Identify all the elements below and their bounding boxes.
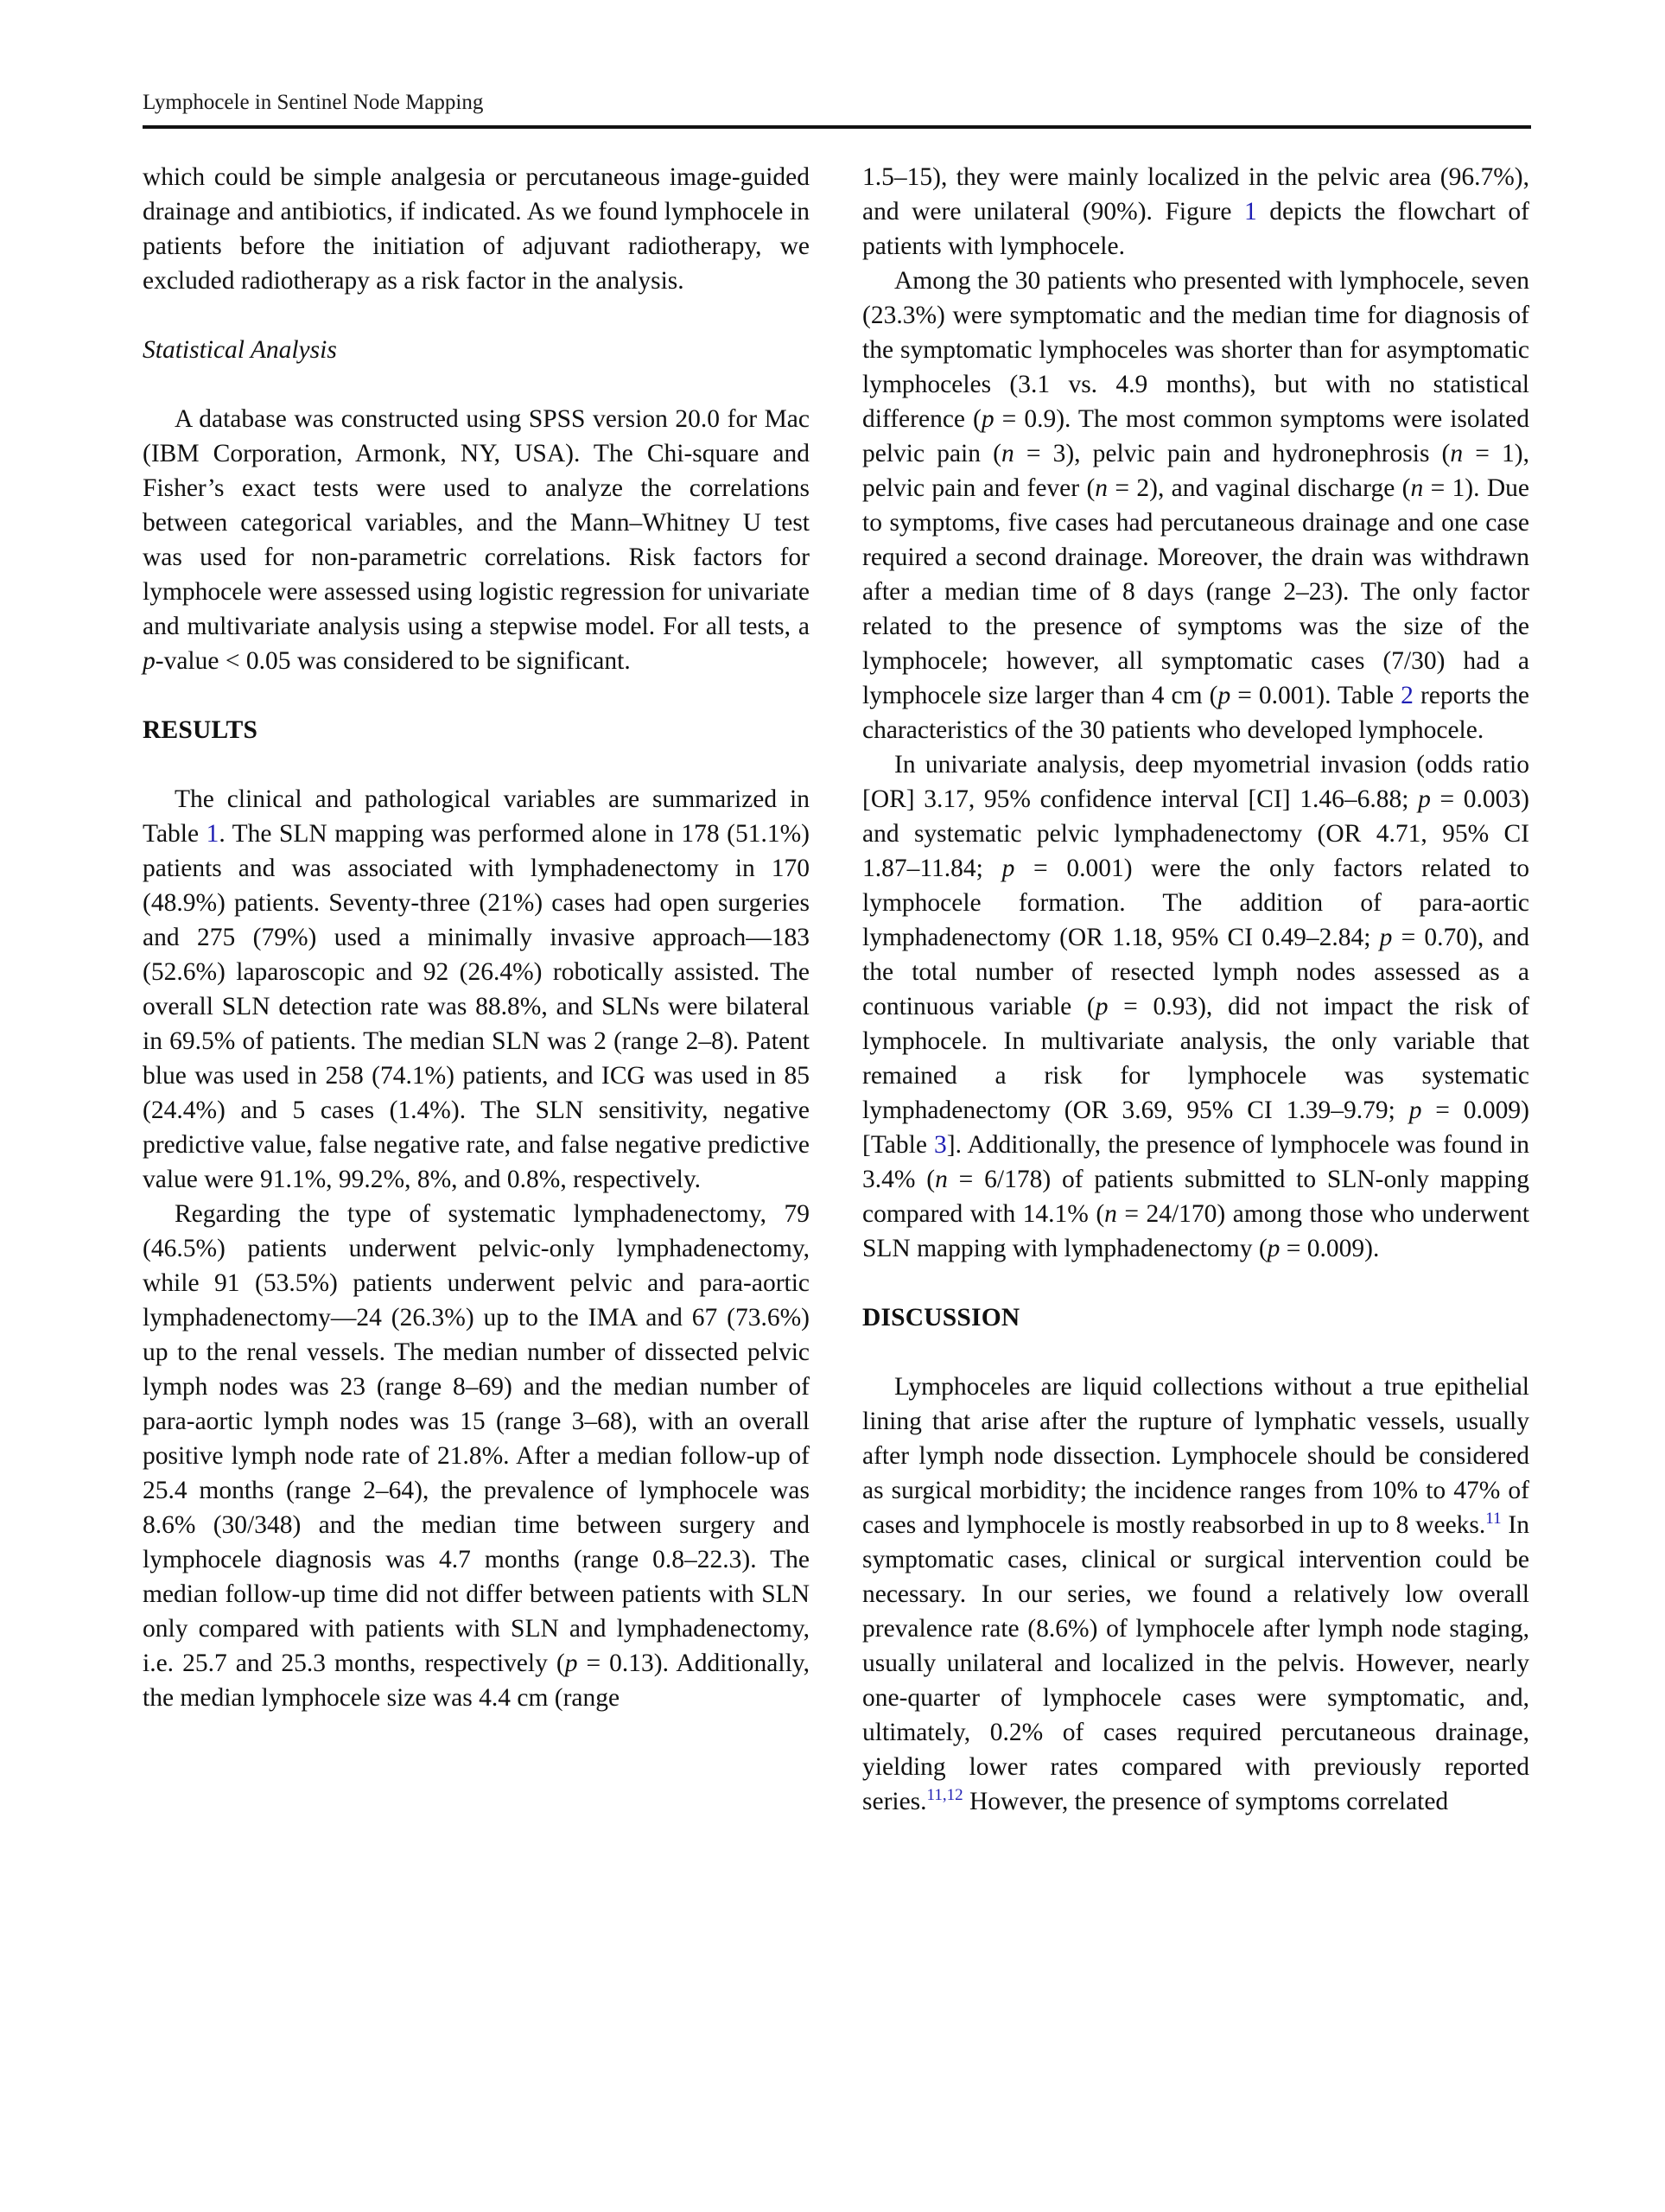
results-paragraph-3: Among the 30 patients who presented with lymphocele, seven (23.3%) were symptomatic and the median time for diagnosis of the symptomatic lymphoceles was shorter than for asymptomatic lymphoceles (3.1 vs. 4.9 months), but with no statistical difference (p = 0.9). The most common symptoms were isolated pelvic pain (n = 3), pelvic pain and hydronephrosis (n = 1), pelvic pain and fever (n = 2), and vaginal discharge (n = 1). Due to symptoms, five cases had percutaneous drainage and one case required a second drainage. Moreover, the drain was withdrawn after a median time of 8 days (range 2–23). The only factor related to the presence of symptoms was the size of the lymphocele; however, all symptomatic cases (7/30) had a lymphocele size larger than 4 cm (p = 0.001). Table 2 reports the characteristics of the 30 patients who developed lymphocele. bbox=[862, 267, 1530, 744]
results-paragraph-1: The clinical and pathological variables are summarized in Table 1. The SLN mapping was performed alone in 178 (51.1%) patients and was associated with lymphadenectomy in 170 (48.9%) patients. Seventy-three (21%) cases had open surgeries and 275 (79%) used a minimally invasive approach—183 (52.6%) laparoscopic and 92 (26.4%) robotically assisted. The overall SLN detection rate was 88.8%, and SLNs were bilateral in 69.5% of patients. The median SLN was 2 (range 2–8). Patent blue was used in 258 (74.1%) patients, and ICG was used in 85 (24.4%) and 5 cases (1.4%). The SLN sensitivity, negative predictive value, false negative rate, and false negative predictive value were 91.1%, 99.2%, 8%, and 0.8%, respectively. bbox=[143, 785, 810, 1193]
section-heading-discussion: DISCUSSION bbox=[862, 1304, 1020, 1332]
section-heading-results: RESULTS bbox=[143, 716, 258, 744]
reference-11-link[interactable]: 11 bbox=[1485, 1510, 1502, 1528]
right-text-column bbox=[862, 160, 1529, 1819]
left-text-column bbox=[143, 160, 810, 1715]
results-paragraph-4: In univariate analysis, deep myometrial invasion (odds ratio [OR] 3.17, 95% confidence interval [CI] 1.46–6.88; p = 0.003) and systematic pelvic lymphadenectomy (OR 4.71, 95% CI 1.87–11.84; p = 0.001) were the only factors related to lymphocele formation. The addition of para-aortic lymphadenectomy (OR 1.18, 95% CI 0.49–2.84; p = 0.70), and the total number of resected lymph nodes assessed as a continuous variable (p = 0.93), did not impact the risk of lymphocele. In multivariate analysis, the only variable that remained a risk for lymphocele was systematic lymphadenectomy (OR 3.69, 95% CI 1.39–9.79; p = 0.009) [Table 3]. Additionally, the presence of lymphocele was found in 3.4% (n = 6/178) of patients submitted to SLN-only mapping compared with 14.1% (n = 24/170) among those who underwent SLN mapping with lymphadenectomy (p = 0.009). bbox=[862, 751, 1530, 1262]
subsection-heading-statistical-analysis: Statistical Analysis bbox=[143, 336, 337, 364]
table-3-link[interactable]: 3 bbox=[934, 1131, 947, 1159]
results-paragraph-2: Regarding the type of systematic lymphadenectomy, 79 (46.5%) patients underwent pelvic-only lymphadenectomy, while 91 (53.5%) patients underwent pelvic and para-aortic lymphadenectomy—24 (26.3%) up to the IMA and 67 (73.6%) up to the renal vessels. The median number of dissected pelvic lymph nodes was 23 (range 8–69) and the median number of para-aortic lymph nodes was 15 (range 3–68), with an overall positive lymph node rate of 21.8%. After a median follow-up of 25.4 months (range 2–64), the prevalence of lymphocele was 8.6% (30/348) and the median time between surgery and lymphocele diagnosis was 4.7 months (range 0.8–22.3). The median follow-up time did not differ between patients with SLN only compared with patients with SLN and lymphadenectomy, i.e. 25.7 and 25.3 months, respectively (p = 0.13). Additionally, the median lymphocele size was 4.4 cm (range bbox=[143, 1200, 810, 1712]
running-head-title: Lymphocele in Sentinel Node Mapping bbox=[143, 91, 484, 114]
reference-11-12-link[interactable]: 11,12 bbox=[926, 1786, 963, 1804]
table-1-link[interactable]: 1 bbox=[206, 820, 219, 848]
table-2-link[interactable]: 2 bbox=[1401, 682, 1414, 709]
statistical-analysis-paragraph: A database was constructed using SPSS version 20.0 for Mac (IBM Corporation, Armonk, NY, USA). The Chi-square and Fisher’s exact tests were used to analyze the correlations between categorical variables, and the Mann–Whitney U test was used for non-parametric correlations. Risk factors for lymphocele were assessed using logistic regression for univariate and multivariate analysis using a stepwise model. For all tests, a p-value < 0.05 was considered to be significant. bbox=[143, 405, 810, 675]
results-paragraph-2-continued: 1.5–15), they were mainly localized in the pelvic area (96.7%), and were unilateral (90%). Figure 1 depicts the flowchart of patients with lymphocele. bbox=[862, 163, 1529, 260]
figure-1-link[interactable]: 1 bbox=[1243, 198, 1257, 226]
continued-paragraph: which could be simple analgesia or percutaneous image-guided drainage and antibiotics, if indicated. As we found lymphocele in patients before the initiation of adjuvant radiotherapy, we excluded radiotherapy as a risk factor in the analysis. bbox=[143, 163, 810, 295]
discussion-paragraph-1: Lymphoceles are liquid collections without a true epithelial lining that arise after the rupture of lymphatic vessels, usually after lymph node dissection. Lymphocele should be considered as surgical morbidity; the incidence ranges from 10% to 47% of cases and lymphocele is mostly reabsorbed in up to 8 weeks.$^{11}$ In symptomatic cases, clinical or surgical intervention could be necessary. In our series, we found a relatively low overall prevalence rate (8.6%) of lymphocele after lymph node staging, usually unilateral and localized in the pelvis. However, nearly one-quarter of lymphocele cases were symptomatic, and, ultimately, 0.2% of cases required percutaneous drainage, yielding lower rates compared with previously reported series.$^{11,12}$ However, the presence of symptoms correlated bbox=[862, 1373, 1529, 1815]
header-rule-divider bbox=[143, 125, 1531, 129]
